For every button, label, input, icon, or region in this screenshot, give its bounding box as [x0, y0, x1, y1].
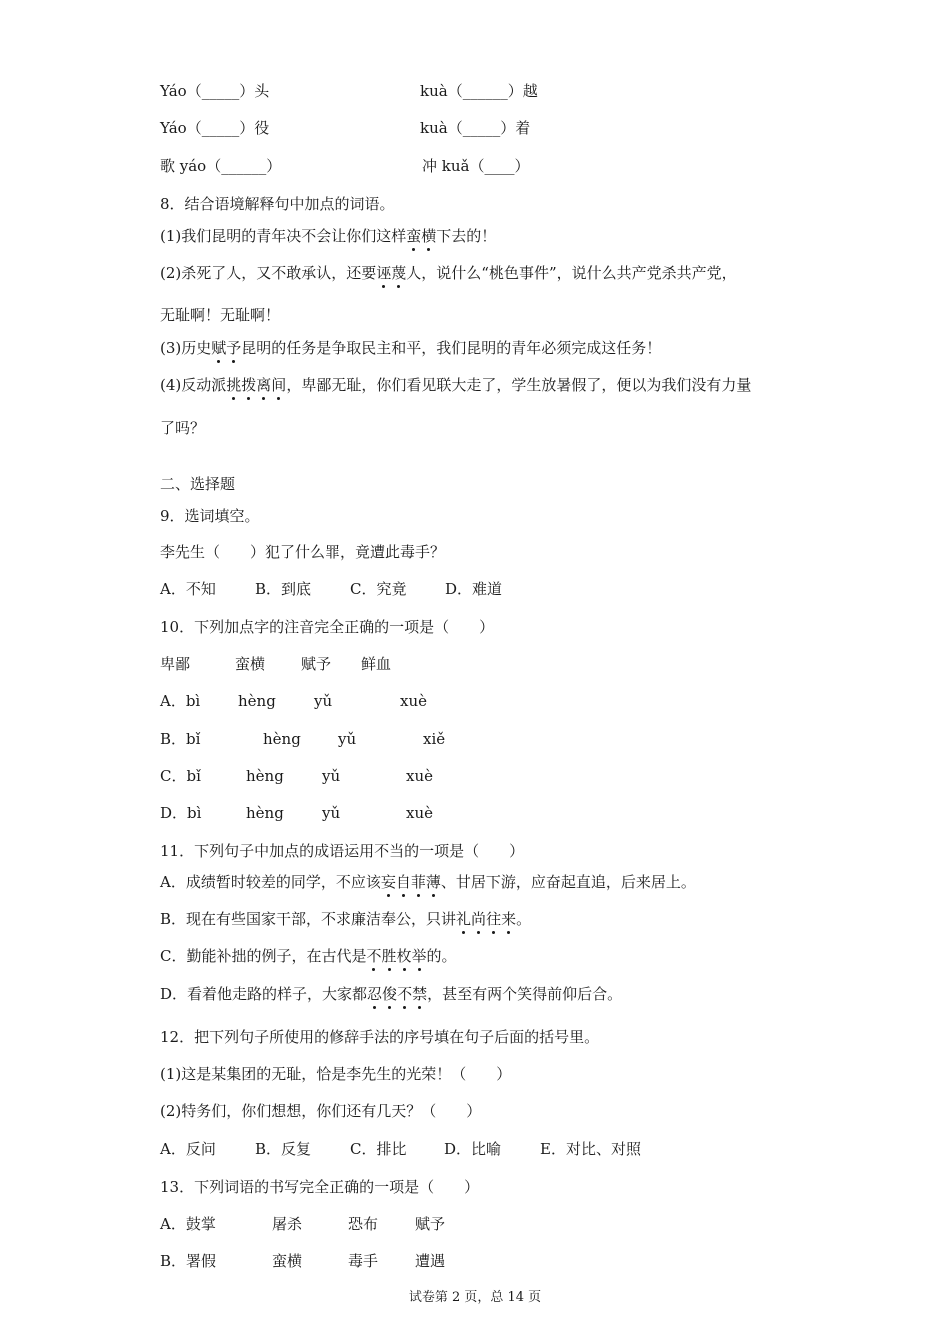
q10-word-1: 卑鄙	[160, 655, 191, 673]
q11-option-a: A．成绩暂时较差的同学，不应该妄自菲薄、甘居下游，应奋起直追，后来居上。	[160, 873, 696, 891]
q11-option-c: C．勤能补拙的例子，在古代是不胜枚举的。	[160, 947, 457, 965]
q12-option-e: E．对比、对照	[540, 1140, 641, 1158]
pinyin-chong-kua: 冲 kuǎ（____）	[422, 157, 530, 175]
dotted-char: 不	[397, 985, 413, 1003]
q8-dotted-4	[226, 376, 286, 394]
q11-option-d: D．看着他走路的样子，大家都忍俊不禁，甚至有两个笑得前仰后合。	[160, 985, 623, 1003]
q9-sentence: 李先生（ ）犯了什么罪，竟遭此毒手？	[160, 543, 446, 561]
q8-sentence-4: (4)反动派挑拨离间，卑鄙无耻，你们看见联大走了，学生放暑假了，便以为我们没有力量	[160, 376, 752, 394]
q9-option-d: D．难道	[445, 580, 503, 598]
q8-title: 8．结合语境解释句中加点的词语。	[160, 195, 395, 213]
q8-sentence-2-cont: 无耻啊！无耻啊！	[160, 306, 281, 324]
q8-sentence-2: (2)杀死了人，又不敢承认，还要诬蔑人，说什么“桃色事件”，说什么共产党杀共产党，	[160, 264, 737, 282]
q12-option-b: B．反复	[255, 1140, 312, 1158]
q11-dotted-b	[456, 910, 516, 928]
dotted-char: 菲	[410, 873, 426, 891]
dotted-char: 间	[271, 376, 287, 394]
q11-dotted-d	[367, 985, 427, 1003]
dotted-char: 礼	[456, 910, 472, 928]
pinyin-yao-tou: Yáo（_____）头	[160, 82, 270, 100]
q12-options	[160, 1139, 641, 1159]
dotted-char: 予	[226, 339, 242, 357]
dotted-char: 诬	[376, 264, 392, 282]
q11-option-b: B．现在有些国家干部，不求廉洁奉公，只讲礼尚往来。	[160, 910, 532, 928]
q13-title: 13．下列词语的书写完全正确的一项是（ ）	[160, 1178, 480, 1196]
q10-word-3: 赋予	[301, 655, 332, 673]
q12-option-a: A．反问	[160, 1140, 216, 1158]
q13-option-a: A．鼓掌 屠杀 恐布 赋予	[160, 1215, 446, 1233]
q11-dotted-c	[366, 947, 426, 965]
dotted-char: 自	[395, 873, 411, 891]
q12-title: 12．把下列句子所使用的修辞手法的序号填在句子后面的括号里。	[160, 1028, 600, 1046]
q10-word-4: 鲜血	[361, 655, 392, 673]
pinyin-ge-yao: 歌 yáo（______）	[160, 157, 282, 175]
dotted-char: 禁	[412, 985, 428, 1003]
dotted-char: 来	[501, 910, 517, 928]
dotted-char: 不	[366, 947, 382, 965]
dotted-char: 赋	[211, 339, 227, 357]
q9-option-b: B．到底	[255, 580, 312, 598]
q10-option-a: A．bì hèng yǔ xuè	[160, 692, 427, 710]
dotted-char: 忍	[367, 985, 383, 1003]
dotted-char: 蔑	[391, 264, 407, 282]
dotted-char: 薄	[425, 873, 441, 891]
q12-sentence-2: (2)特务们，你们想想，你们还有几天？（ ）	[160, 1102, 482, 1120]
q9-title: 9．选词填空。	[160, 507, 260, 525]
q13-option-b: B．署假 蛮横 毒手 遭遇	[160, 1252, 446, 1270]
dotted-char: 挑	[226, 376, 242, 394]
q11-title: 11．下列句子中加点的成语运用不当的一项是（ ）	[160, 842, 525, 860]
dotted-char: 拨	[241, 376, 257, 394]
section-heading: 二、选择题	[160, 475, 236, 493]
q10-word-2: 蛮横	[235, 655, 266, 673]
q10-option-b: B．bǐ hèng yǔ xiě	[160, 730, 446, 748]
dotted-char: 离	[256, 376, 272, 394]
q9-options	[160, 579, 502, 599]
pinyin-kua-yue: kuà（______）越	[420, 82, 538, 100]
page-footer: 试卷第 2 页，总 14 页	[408, 1290, 542, 1305]
q8-dotted-2	[376, 264, 406, 282]
q8-sentence-3: (3)历史赋予昆明的任务是争取民主和平，我们昆明的青年必须完成这任务！	[160, 339, 662, 357]
dotted-char: 胜	[381, 947, 397, 965]
q10-title: 10．下列加点字的注音完全正确的一项是（ ）	[160, 618, 495, 636]
q12-option-c: C．排比	[350, 1140, 407, 1158]
q10-words	[160, 654, 391, 674]
q8-sentence-1: (1)我们昆明的青年决不会让你们这样蛮横下去的！	[160, 227, 497, 245]
dotted-char: 枚	[396, 947, 412, 965]
q8-sentence-4-cont: 了吗？	[160, 419, 206, 437]
dotted-char: 俊	[382, 985, 398, 1003]
dotted-char: 往	[486, 910, 502, 928]
q8-dotted-1	[406, 227, 436, 245]
q9-option-a: A．不知	[160, 580, 216, 598]
q10-option-c: C．bǐ hèng yǔ xuè	[160, 767, 433, 785]
dotted-char: 横	[421, 227, 437, 245]
dotted-char: 尚	[471, 910, 487, 928]
q12-option-d: D．比喻	[444, 1140, 502, 1158]
dotted-char: 举	[411, 947, 427, 965]
dotted-char: 蛮	[406, 227, 422, 245]
q10-option-d: D．bì hèng yǔ xuè	[160, 804, 433, 822]
pinyin-kua-zhe: kuà（_____）着	[420, 119, 531, 137]
q11-dotted-a	[381, 873, 441, 891]
pinyin-yao-yi: Yáo（_____）役	[160, 119, 270, 137]
q12-sentence-1: (1)这是某集团的无耻，恰是李先生的光荣！（ ）	[160, 1065, 512, 1083]
dotted-char: 妄	[380, 873, 396, 891]
q9-option-c: C．究竟	[350, 580, 407, 598]
q8-dotted-3	[211, 339, 241, 357]
